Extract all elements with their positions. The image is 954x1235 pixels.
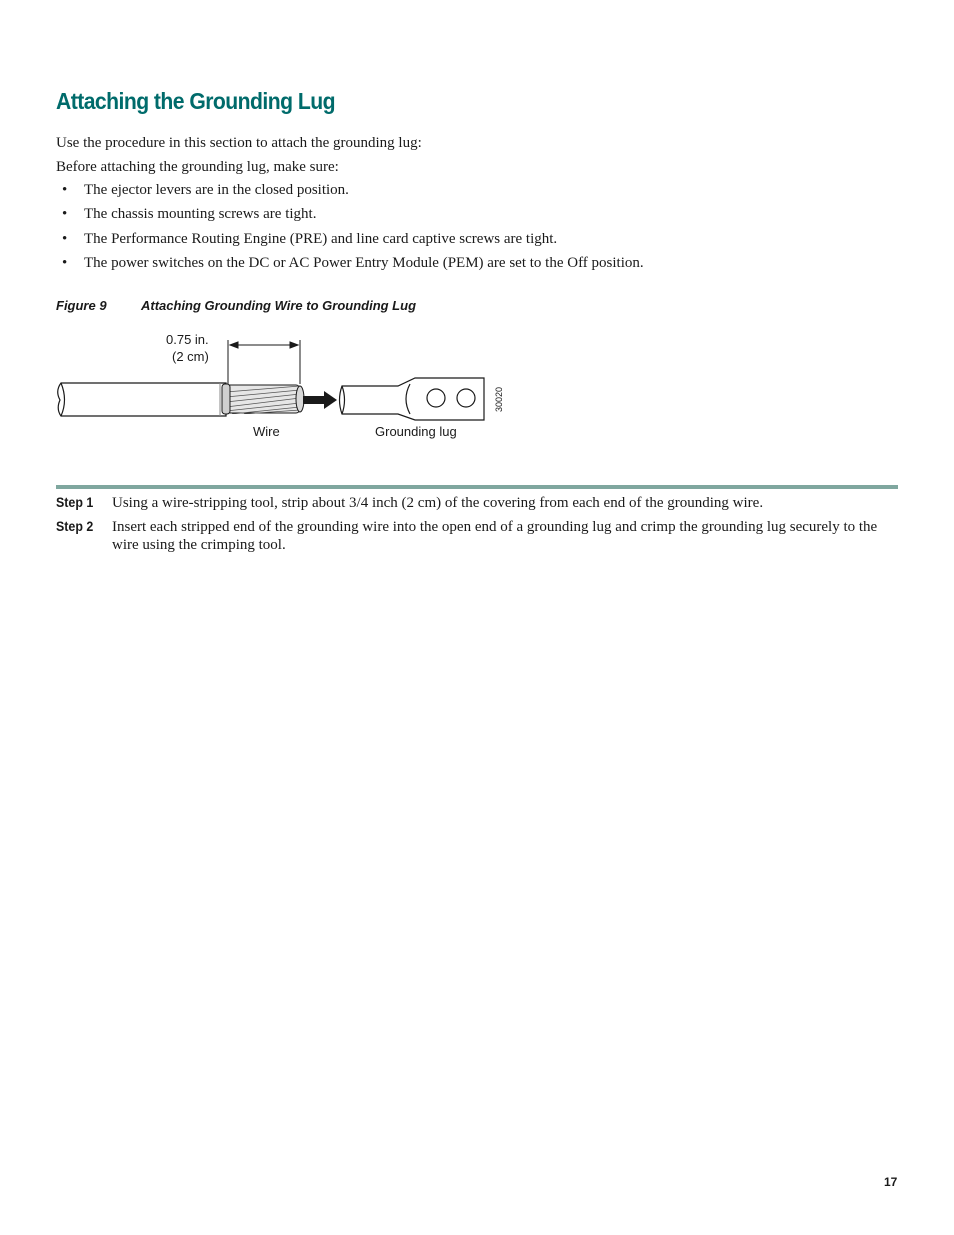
figure-number: Figure 9	[56, 298, 107, 313]
art-id-label: 30020	[494, 386, 504, 412]
step-1-label: Step 1	[56, 495, 94, 510]
grounding-lug	[340, 378, 485, 420]
page-number: 17	[884, 1175, 898, 1189]
figure-title: Attaching Grounding Wire to Grounding Lug	[141, 298, 417, 313]
checklist-item: • The Performance Routing Engine (PRE) and line card captive screws are tight.	[62, 230, 558, 247]
insert-arrow	[303, 391, 337, 409]
checklist-item: • The ejector levers are in the closed position.	[62, 182, 349, 198]
pre-check-text: Before attaching the grounding lug, make sure:	[56, 159, 339, 175]
bullet-icon: •	[62, 230, 68, 247]
dimension-cm-label: (2 cm)	[172, 349, 209, 364]
checklist-item: • The chassis mounting screws are tight.	[62, 206, 317, 223]
stripped-strands	[222, 384, 304, 414]
grounding-lug-label: Grounding lug	[375, 424, 457, 439]
dimension-marker	[228, 340, 300, 384]
step-1-text: Using a wire-stripping tool, strip about 3/4 inch (2 cm) of the covering from each end of the grounding wire.	[112, 495, 764, 511]
bullet-icon: •	[62, 255, 68, 272]
checklist-item: • The power switches on the DC or AC Power Entry Module (PEM) are set to the Off position.	[62, 255, 644, 272]
step-2-label: Step 2	[56, 519, 94, 534]
wire-label: Wire	[253, 424, 280, 439]
section-title: Attaching the Grounding Lug	[56, 88, 335, 114]
bullet-icon: •	[62, 206, 68, 223]
step-2-text: Insert each stripped end of the grounding wire into the open end of a grounding lug and crimp the grounding lug securely to the wire using the crimping tool.	[112, 519, 878, 553]
wire-insulation	[58, 383, 226, 416]
intro-text: Use the procedure in this section to attach the grounding lug:	[56, 135, 422, 151]
grounding-wire-illustration	[0, 0, 954, 460]
dimension-inches-label: 0.75 in.	[166, 332, 209, 347]
section-divider	[56, 485, 898, 489]
bullet-icon: •	[62, 182, 68, 198]
